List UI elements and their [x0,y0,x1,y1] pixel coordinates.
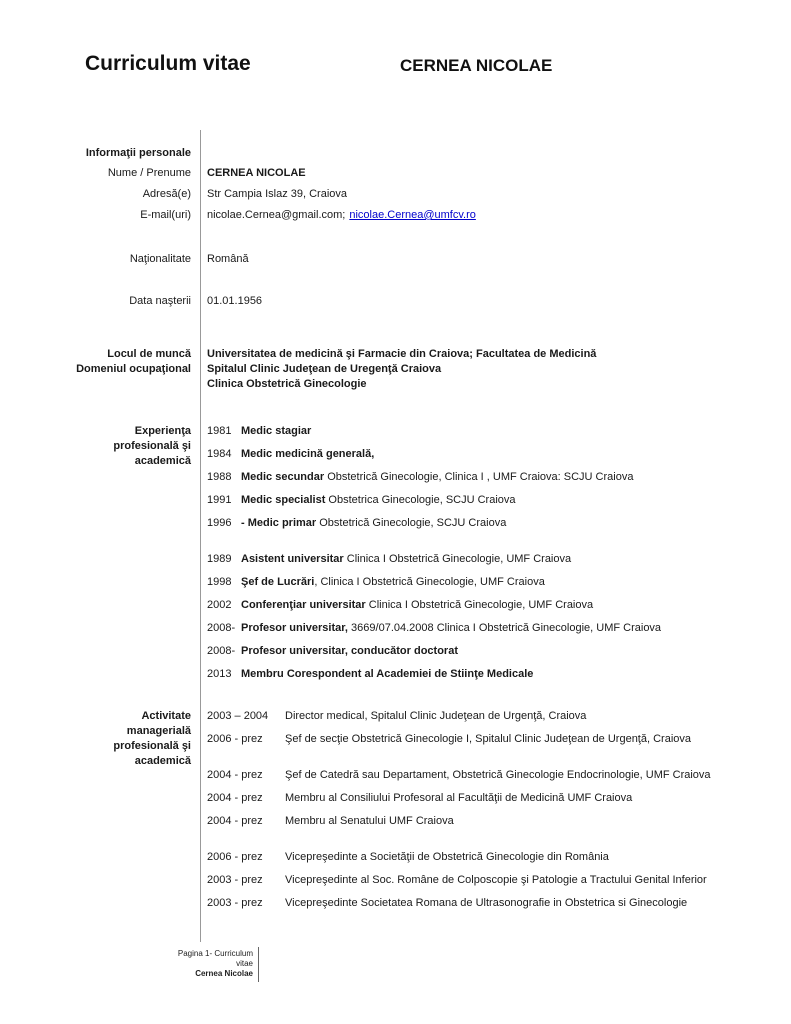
experience-entry [207,575,791,589]
entry-desc [241,667,533,681]
entry-year: 1989 [207,553,232,565]
entry-desc [241,424,311,438]
email-label: E-mail(uri) [140,209,191,221]
experience-entry [207,552,791,566]
entry-desc-rest: 3669/07.04.2008 Clinica I Obstetrică Ginecologie, UMF Craiova [348,622,662,634]
entry-desc [241,493,516,507]
entry-desc-bold: Profesor universitar, [241,622,348,634]
entry-year: 1984 [207,448,232,460]
cv-body [0,146,791,919]
field-birthdate [0,294,791,308]
entry-period: 2004 - prez [207,792,263,804]
person-name-heading: CERNEA NICOLAE [400,56,553,75]
entry-desc: Vicepreşedinte a Societăţii de Obstetrică Ginecologie din România [285,851,609,863]
experience-label-line3: academică [134,455,191,467]
experience-entry [207,424,791,438]
address-value: Str Campia Islaz 39, Craiova [207,188,347,200]
management-entry [207,873,791,887]
entry-desc [241,598,593,612]
experience-label-line1: Experienţa [134,425,191,437]
entry-desc: Vicepreşedinte Societatea Romana de Ultrasonografie in Obstetrica si Ginecologie [285,897,688,909]
entry-desc-bold: Conferenţiar universitar [241,599,366,611]
entry-desc-bold: Medic medicină generală, [241,448,375,460]
field-address [0,187,791,201]
document-header [0,52,791,82]
email-primary: nicolae.Cernea@gmail.com; [207,209,346,221]
entry-desc [241,621,661,635]
entry-desc-bold: Asistent universitar [241,553,344,565]
management-entry [207,850,791,864]
section-experience [0,424,791,690]
workplace-value-line2: Spitalul Clinic Judeţean de Uregenţă Craiova [207,363,442,375]
management-label-line4: academică [134,755,191,767]
entry-desc-bold: Medic secundar [241,471,325,483]
page-footer [160,947,259,982]
management-label-line2: managerială [126,725,191,737]
email-values [200,208,791,222]
entry-desc-rest: , Clinica I Obstetrică Ginecologie, UMF Craiova [314,576,545,588]
experience-entry [207,493,791,507]
entry-desc-bold: Şef de Lucrări [241,576,315,588]
entry-desc [241,470,633,484]
entry-year: 2008- [207,622,236,634]
address-label: Adresă(e) [142,188,191,200]
workplace-value-line1: Universitatea de medicină şi Farmacie din Craiova; Facultatea de Medicină [207,348,597,360]
entry-desc: Şef de Catedră sau Departament, Obstetrică Ginecologie Endocrinologie, UMF Craiova [285,769,711,781]
nationality-label: Naţionalitate [129,253,191,265]
management-entry [207,791,791,805]
experience-label [0,424,200,469]
entry-desc [241,447,374,461]
footer-line1: Pagina 1- Curriculum vitae [177,949,253,968]
management-label-line3: profesională şi [113,740,191,752]
entry-desc-rest: Obstetrică Ginecologie, Clinica I , UMF Craiova: SCJU Craiova [324,471,634,483]
entry-period: 2006 - prez [207,851,263,863]
entry-period: 2004 - prez [207,769,263,781]
entry-desc-rest: Obstetrica Ginecologie, SCJU Craiova [325,494,516,506]
entry-year: 1988 [207,471,232,483]
section-workplace [0,347,791,392]
entry-period: 2006 - prez [207,733,263,745]
entry-desc [241,552,571,566]
workplace-label-line2: Domeniul ocupaţional [76,363,191,375]
entry-desc [241,644,458,658]
birthdate-value: 01.01.1956 [207,295,263,307]
entry-desc: Şef de secţie Obstetrică Ginecologie I, Spitalul Clinic Judeţean de Urgenţă, Craiova [285,733,691,745]
entry-period: 2003 - prez [207,874,263,886]
nationality-value: Română [207,253,249,265]
birthdate-label: Data naşterii [129,295,191,307]
management-entries [200,709,791,919]
entry-desc-rest: Clinica I Obstetrică Ginecologie, UMF Craiova [365,599,594,611]
entry-year: 1981 [207,425,232,437]
workplace-label [0,347,200,377]
entry-period: 2003 – 2004 [207,710,269,722]
management-entry [207,709,791,723]
entry-year: 1991 [207,494,232,506]
field-nationality [0,252,791,266]
experience-entry [207,598,791,612]
entry-year: 1996 [207,517,232,529]
entry-desc-bold: Medic stagiar [241,425,312,437]
entry-desc-bold: Medic specialist [241,494,326,506]
section-management [0,709,791,919]
experience-label-line2: profesională şi [113,440,191,452]
experience-entry [207,516,791,530]
entry-desc-bold: Membru Corespondent al Academiei de Stiinţe Medicale [241,668,534,680]
entry-period: 2003 - prez [207,897,263,909]
entry-desc: Director medical, Spitalul Clinic Judeţean de Urgenţă, Craiova [285,710,587,722]
entry-desc [241,516,506,530]
name-value: CERNEA NICOLAE [207,167,306,179]
entry-period: 2004 - prez [207,815,263,827]
document-title: Curriculum vitae [85,52,251,75]
management-label [0,709,200,769]
entry-desc-bold: Profesor universitar, conducător doctorat [241,645,458,657]
experience-entry [207,644,791,658]
personal-section-label: Informaţii personale [85,147,191,159]
entry-year: 2013 [207,668,232,680]
entry-desc-rest: Obstetrică Ginecologie, SCJU Craiova [316,517,507,529]
name-label: Nume / Prenume [107,167,191,179]
entry-desc [241,575,545,589]
entry-year: 2008- [207,645,236,657]
entry-desc: Membru al Consiliului Profesoral al Facultăţii de Medicină UMF Craiova [285,792,633,804]
experience-entry [207,447,791,461]
email-link[interactable]: nicolae.Cernea@umfcv.ro [349,209,476,221]
management-entry [207,814,791,828]
footer-line2: Cernea Nicolae [195,969,253,978]
management-entry [207,896,791,910]
workplace-value-line3: Clinica Obstetrică Ginecologie [207,378,367,390]
entry-desc: Membru al Senatului UMF Craiova [285,815,454,827]
workplace-label-line1: Locul de muncă [107,348,191,360]
experience-entries [200,424,791,690]
experience-entry [207,667,791,681]
experience-entry [207,470,791,484]
entry-year: 1998 [207,576,232,588]
management-entry [207,768,791,782]
experience-entry [207,621,791,635]
workplace-value [200,347,791,392]
entry-year: 2002 [207,599,232,611]
management-entry [207,732,791,746]
entry-desc: Vicepreşedinte al Soc. Române de Colposcopie şi Patologie a Tractului Genital Inferior [285,874,707,886]
entry-desc-rest: Clinica I Obstetrică Ginecologie, UMF Craiova [343,553,572,565]
management-label-line1: Activitate [141,710,191,722]
section-personal-header [0,146,791,160]
field-name [0,166,791,180]
entry-desc-bold: - Medic primar [241,517,317,529]
field-email [0,208,791,222]
